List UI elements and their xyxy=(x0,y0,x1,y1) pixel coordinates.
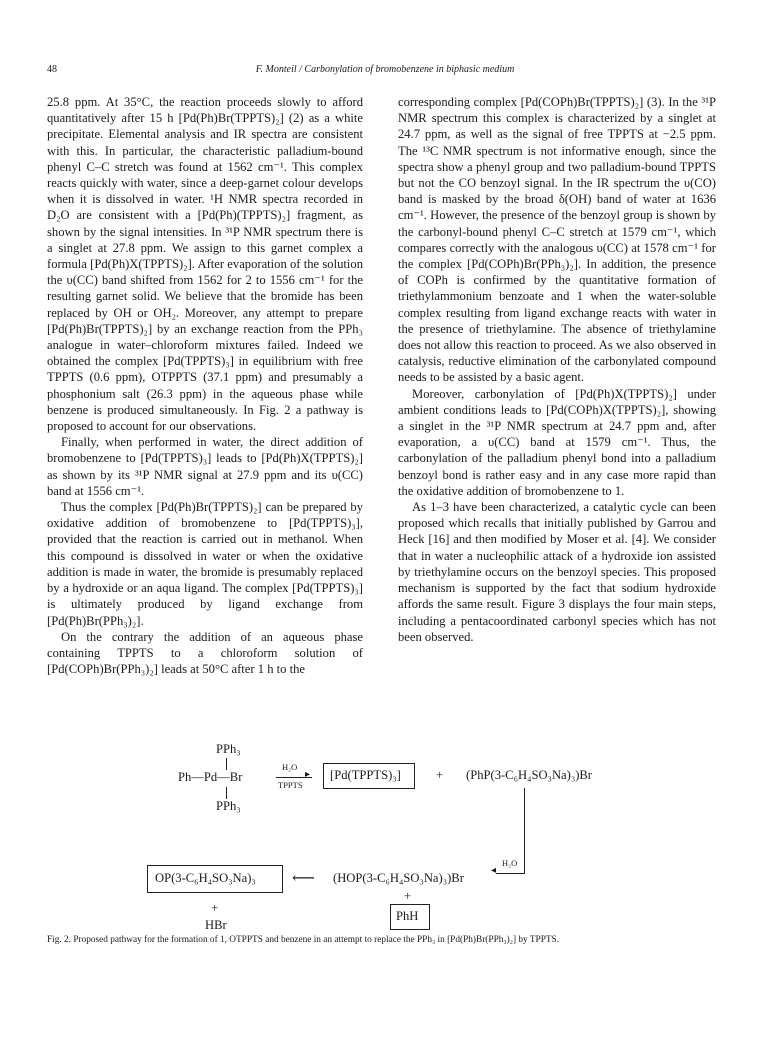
hydroxyphosphonium: (HOP(3-C₆H₄SO₃Na)₃)Br xyxy=(333,871,464,885)
pd-tppts3: [Pd(TPPTS)₃] xyxy=(330,768,401,782)
ph-pd-br: Ph—Pd—Br xyxy=(178,770,243,784)
arrowhead-icon: ▸ xyxy=(305,769,311,780)
paragraph: Finally, when performed in water, the direct addition of bromobenzene to [Pd(TPPTS)₃] leads to [Pd(Ph)X(TPPTS)₂] as shown by its ³¹P NMR signal at 27.9 ppm and its υ(CC) band at 1556 cm⁻¹. xyxy=(47,435,363,498)
otppts: OP(3-C₆H₄SO₃Na)₃ xyxy=(155,871,256,885)
paragraph: corresponding complex [Pd(COPh)Br(TPPTS)₂] (3). In the ³¹P NMR spectrum this complex is characterized by a singlet at 24.7 ppm, as well as the signal of free TPPTS at −2.5 ppm. The ¹³C NMR spectrum is not informative enough, since the spectra show a phenyl group and two palladium-bound TPPTS but not the CO benzoyl signal. In the IR spectrum the υ(CO) band is masked by the broad δ(OH) band of water at 1636 cm⁻¹. However, the presence of the benzoyl group is shown by the carbonyl-bound phenyl C–C stretch at 1579 cm⁻¹, which compares correctly with the analogous υ(CC) at 1578 cm⁻¹ for the complex [Pd(COPh)Br(PPh₃)₂]. In addition, the presence of COPh is confirmed by the quantitative formation of triethylammonium benzoate and 1 when the water-soluble complex resulting from ligand exchange reacts with water in the presence of triethylamine. The absence of triethylamine does not allow this reaction to proceed. As we also observed in catalysis, reductive elimination of the carbonylated compound needs to be assisted by a basic agent. xyxy=(398,95,716,385)
paragraph: On the contrary the addition of an aqueous phase containing TPPTS to a chloroform solution of [Pd(COPh)Br(PPh₃)₂] leads at 50°C after 1 h to the xyxy=(47,629,363,677)
bond-vertical xyxy=(226,758,227,770)
phosphonium-salt: (PhP(3-C₆H₄SO₃Na)₃)Br xyxy=(466,768,593,782)
left-column xyxy=(47,94,363,677)
hbr: HBr xyxy=(205,918,227,932)
paragraph: As 1–3 have been characterized, a catalytic cycle can been proposed which recalls that initially published by Garrou and Heck [16] and then modified by Moser et al. [4]. We consider that in water a nucleophilic attack of a hydroxide ion assisted by triethylamine occurs on the benzoyl species. This proposed mechanism is supported by the fact that sodium hydroxide affords the same result. Figure 3 displays the four main steps, including a pentacoordinated carbonyl species which has not been observed. xyxy=(398,500,716,644)
paragraph: 25.8 ppm. At 35°C, the reaction proceeds slowly to afford quantitatively after 15 h [Pd(Ph)Br(TPPTS)₂] (2) as a white precipitate. Elemental analysis and IR spectra are consistent with this. In particular, the characteristic palladium-bound phenyl C–C stretch was found at 1562 cm⁻¹. This complex reacts quickly with water, since a deep-garnet colour develops when it is dissolved in water. ¹H NMR spectra recorded in D₂O are consistent with a [Pd(Ph)(TPPTS)₂] fragment, as shown by the signal intensities. In ³¹P NMR spectrum there is a singlet at 27.8 ppm. We assign to this garnet complex a formula [Pd(Ph)X(TPPTS)₂]. After evaporation of the solution the υ(CC) band shifted from 1562 for 2 to 1556 cm⁻¹ for the resulting garnet solid. We believe that the bromide has been replaced by OH or OH₂. Moreover, any attempt to prepare [Pd(Ph)Br(TPPTS)₂] by an exchange reaction from the PPh₃ analogue in water–chloroform mixtures failed. Indeed we obtained the complex [Pd(TPPTS)₃] in equilibrium with free TPPTS (0.6 ppm), OTPPTS (37.1 ppm) and presumably a phosphonium salt (26.3 ppm) in the aqueous phase while benzene is produced simultaneously. In Fig. 2 a pathway is proposed to account for our observations. xyxy=(47,95,363,434)
benzene: PhH xyxy=(396,909,419,923)
plus-sign: + xyxy=(211,901,219,915)
reaction-arrow xyxy=(496,873,525,874)
plus-sign: + xyxy=(404,889,412,903)
pph3-bottom: PPh₃ xyxy=(216,799,241,813)
bond-vertical xyxy=(226,787,227,799)
pph3-top: PPh₃ xyxy=(216,742,241,756)
reaction-scheme xyxy=(0,740,771,940)
running-title: F. Monteil / Carbonylation of bromobenzene in biphasic medium xyxy=(255,64,515,75)
arrow1-condition: TPPTS xyxy=(278,780,303,790)
arrowhead-left-icon: ◂ xyxy=(491,865,497,876)
figure-caption: Fig. 2. Proposed pathway for the formation of 1, OTPPTS and benzene in an attempt to replace the PPh₃ in [Pd(Ph)Br(PPh₃)₂] by TPPTS. xyxy=(47,935,560,945)
reaction-path-line xyxy=(524,788,525,874)
arrow1-reagent: H₂O xyxy=(282,762,298,772)
page-number: 48 xyxy=(47,64,57,75)
right-column xyxy=(398,94,716,645)
arrow2-reagent: H₂O xyxy=(502,858,518,868)
paragraph: Moreover, carbonylation of [Pd(Ph)X(TPPTS)₂] under ambient conditions leads to [Pd(COPh)X(TPPTS)₂], showing a singlet in the ³¹P NMR spectrum at 24.7 ppm and, after evaporation, a υ(CC) band at 1579 cm⁻¹. Thus, the carbonylation of the palladium phenyl bond into a palladium benzoyl bond is rather easy and in any case more rapid than the oxidative addition of bromobenzene to 1. xyxy=(398,386,716,498)
back-arrow-icon: ⟵ xyxy=(292,870,315,887)
paragraph: Thus the complex [Pd(Ph)Br(TPPTS)₂] can be prepared by oxidative addition of bromobenzene to [Pd(TPPTS)₃], provided that the reaction is carried out in methanol. When this compound is dissolved in water or when the oxidative addition is made in water, the bromide is presumably replaced by a hydroxide or an aqua ligand. The complex [Pd(TPPTS)₃] is ultimately produced by ligand exchange from [Pd(Ph)Br(PPh₃)₂]. xyxy=(47,500,363,628)
page-header xyxy=(47,64,723,80)
plus-sign: + xyxy=(436,768,444,782)
